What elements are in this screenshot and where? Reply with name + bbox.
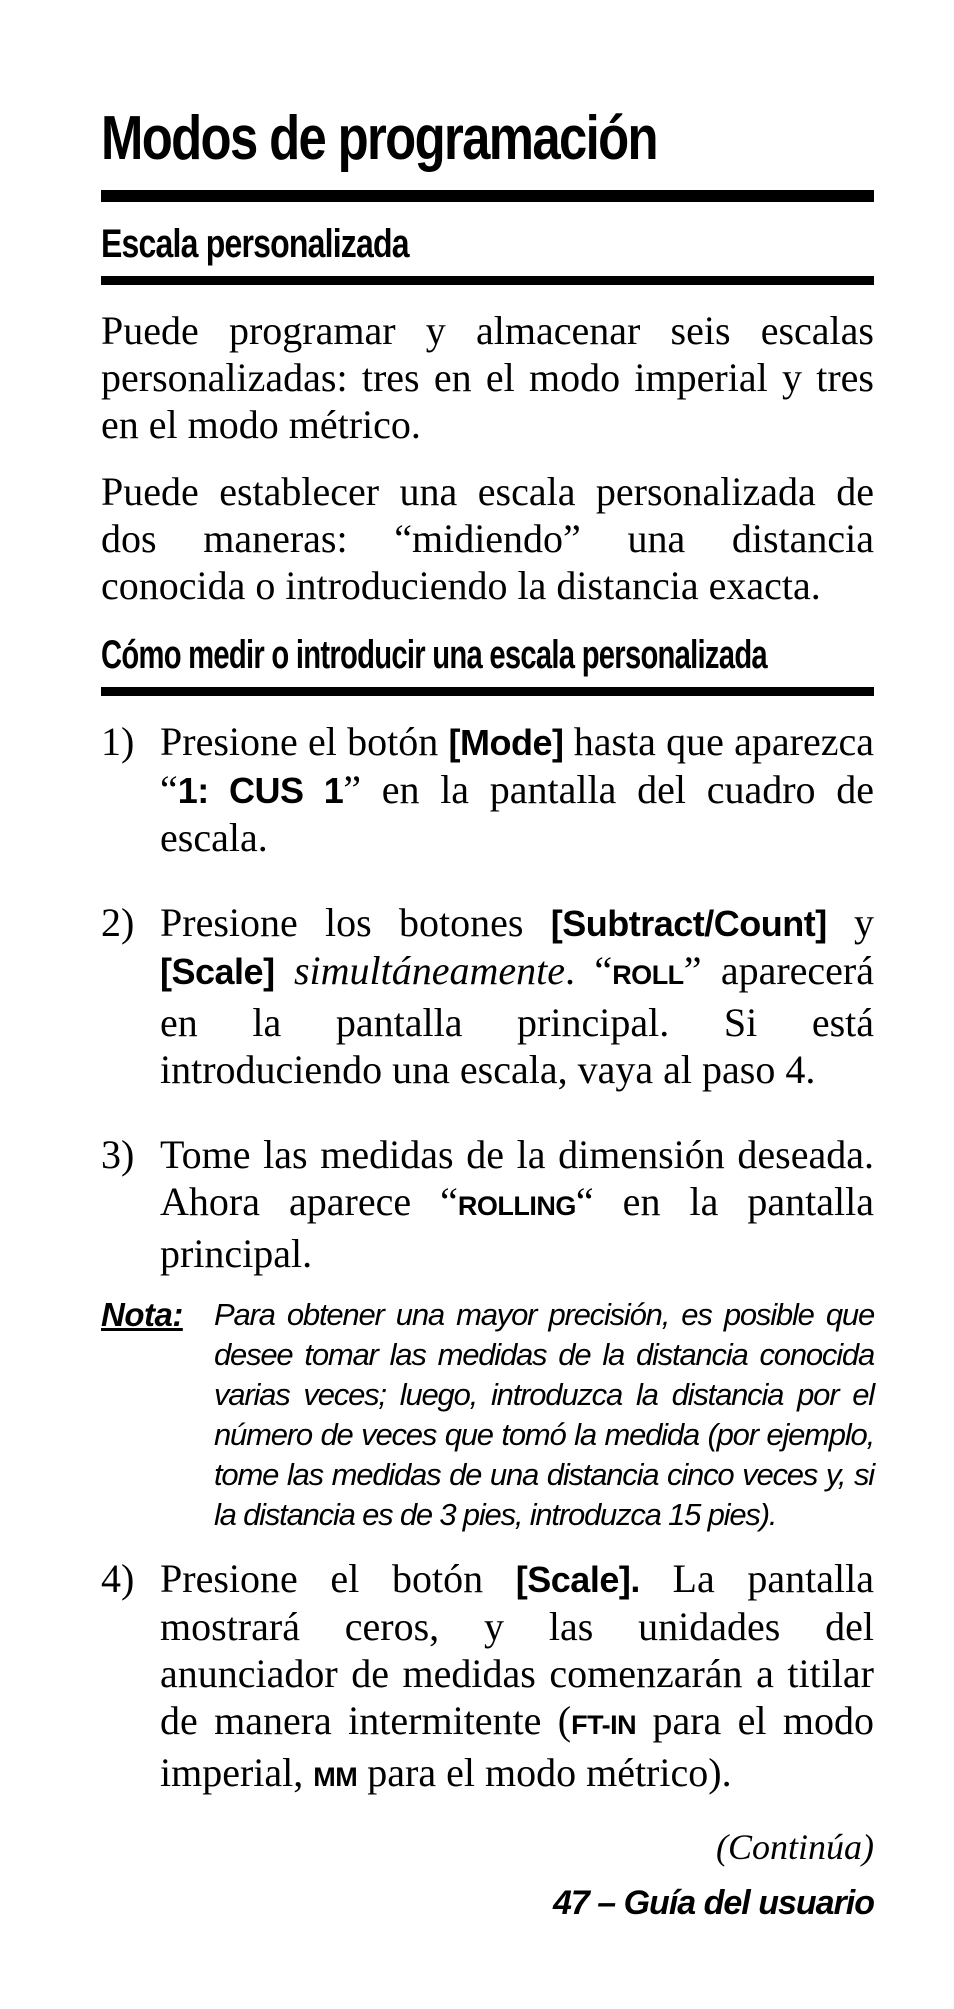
step-text: Tome las medidas de la dimensión deseada. Ahora aparece “ <box>160 1132 874 1224</box>
display-text: 1: CUS 1 <box>177 770 344 811</box>
step-text: Presione los botones <box>160 900 551 945</box>
key-label: [Scale] <box>160 951 275 992</box>
step-text: para el modo métrico). <box>357 1750 732 1795</box>
step-text: Presione el botón <box>160 1556 516 1601</box>
key-label: [Mode] <box>448 722 564 763</box>
manual-page <box>101 100 874 1925</box>
step-text: para el modo imperial, <box>160 1698 874 1795</box>
continued-label: (Continúa) <box>716 1827 874 1867</box>
title-rule <box>101 190 874 202</box>
display-text: FT-IN <box>571 1710 637 1740</box>
steps-list <box>101 718 874 1801</box>
display-text: ROLLING <box>457 1191 576 1221</box>
step-text <box>275 948 294 993</box>
step-item <box>101 1131 874 1277</box>
section-title: Escala personalizada <box>101 222 409 266</box>
step-number: 4) <box>101 1556 135 1601</box>
step-item <box>101 718 874 861</box>
step-text: “ en la pantalla principal. <box>160 1179 874 1276</box>
step-text: ” aparecerá en la pantalla principal. Si está introduciendo una escala, vaya al paso 4. <box>160 948 875 1092</box>
step-number: 1) <box>101 719 135 764</box>
page-title: Modos de programación <box>101 104 657 173</box>
note-block <box>101 1295 874 1535</box>
page-footer: 47 – Guía del usuario <box>552 1884 874 1922</box>
step-text: y <box>826 900 874 945</box>
intro-paragraph: Puede establecer una escala personalizada de dos maneras: “midiendo” una distancia conocida o introduciendo la distancia exacta. <box>101 469 874 608</box>
step-number: 3) <box>101 1132 135 1177</box>
intro-paragraph: Puede programar y almacenar seis escalas personalizadas: tres en el modo imperial y tres en el modo métrico. <box>101 308 874 447</box>
display-text: ROLL <box>612 960 684 990</box>
key-label: [Scale]. <box>515 1559 640 1600</box>
step-item <box>101 1555 874 1801</box>
section-rule <box>101 276 874 285</box>
note-text: Para obtener una mayor precisión, es posible que desee tomar las medidas de la distancia conocida varias veces; luego, introduzca la distancia por el número de veces que tomó la medida (por ejemplo, tome las medidas de una distancia cinco veces y, si la distancia es de 3 pies, introduzca 15 pies). <box>214 1297 874 1532</box>
subsection-rule <box>101 687 874 696</box>
step-text: hasta que aparezca “ <box>160 719 874 812</box>
emphasis-text: simultáneamente <box>293 948 566 993</box>
display-text: MM <box>313 1762 358 1792</box>
step-text: Presione el botón <box>160 719 449 764</box>
step-text: ” en la pantalla del cuadro de escala. <box>160 767 874 860</box>
step-text: La pantalla mostrará ceros, y las unidades del anunciador de medidas comenzarán a titilar de manera intermitente ( <box>160 1556 874 1743</box>
subsection-title: Cómo medir o introducir una escala personalizada <box>101 633 767 677</box>
step-item <box>101 899 874 1093</box>
key-label: [Subtract/Count] <box>550 903 827 944</box>
step-number: 2) <box>101 900 135 945</box>
step-text: . “ <box>565 948 613 993</box>
note-label: Nota: <box>101 1296 183 1333</box>
